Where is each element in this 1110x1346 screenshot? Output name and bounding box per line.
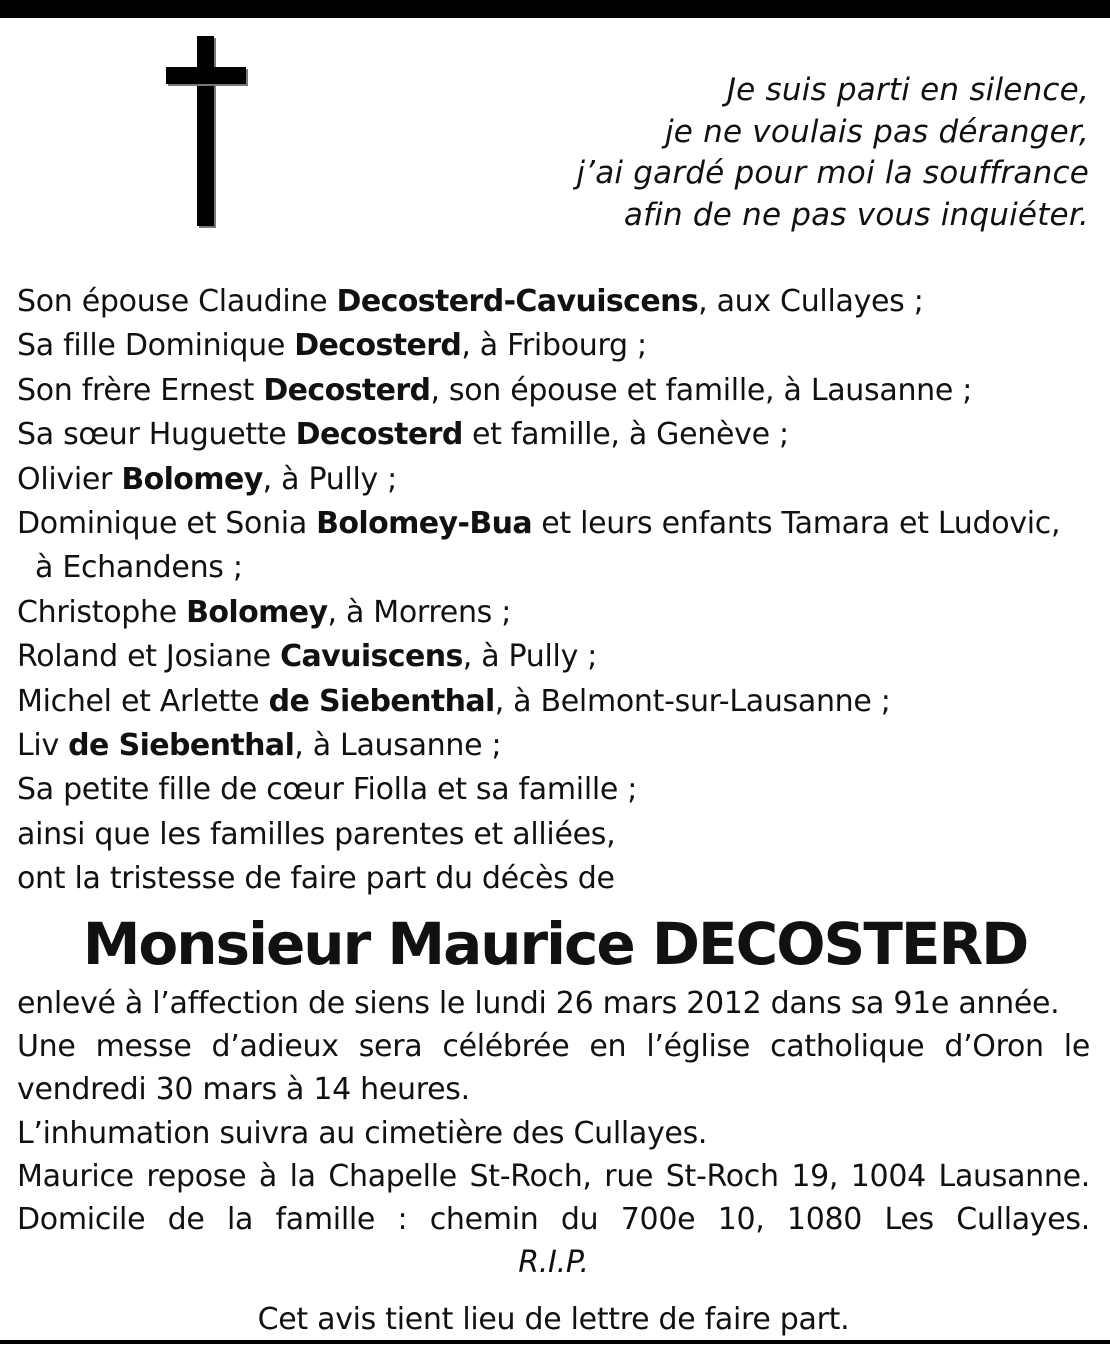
family-text: Olivier (17, 461, 122, 497)
family-row (17, 635, 1097, 679)
family-text: ont la tristesse de faire part du décès de (17, 861, 615, 897)
family-row (17, 458, 1097, 502)
family-text: , à Fribourg ; (461, 328, 647, 364)
family-row (17, 413, 1097, 457)
family-surname: Bolomey (121, 461, 263, 497)
family-text: , à Morrens ; (327, 594, 512, 630)
family-surname: Cavuiscens (280, 639, 463, 675)
family-row (17, 280, 1097, 324)
family-text: , à Lausanne ; (294, 728, 502, 764)
details-line: L’inhumation suivra au cimetière des Cullayes. (17, 1115, 708, 1151)
cross-icon (166, 36, 246, 226)
poem-line: j’ai gardé pour moi la souffrance (576, 155, 1089, 191)
family-text: Christophe (17, 594, 187, 630)
family-text: , à Belmont-sur-Lausanne ; (494, 683, 891, 719)
family-text: , aux Cullayes ; (698, 284, 924, 319)
family-text: Sa petite fille de cœur Fiolla et sa famille ; (17, 772, 638, 808)
family-surname: Decosterd-Cavuiscens (336, 284, 699, 319)
family-row (17, 502, 1097, 546)
family-text: à Echandens ; (35, 550, 243, 586)
rip-line: R.I.P. (518, 1245, 589, 1281)
family-text: ainsi que les familles parentes et alliées, (17, 816, 616, 852)
family-text: Son épouse Claudine (17, 284, 337, 319)
family-row (17, 813, 1097, 857)
poem-line: je ne voulais pas déranger, (664, 113, 1089, 150)
family-text: et famille, à Genève ; (462, 417, 789, 453)
deceased-name-heading: Monsieur Maurice DECOSTERD (82, 910, 1028, 978)
family-row (17, 591, 1097, 635)
family-text: et leurs enfants Tamara et Ludovic, (532, 506, 1061, 542)
details-line: Domicile de la famille : chemin du 700e 10, 1080 Les Cullayes. (17, 1202, 1090, 1238)
family-surname: Bolomey (186, 594, 328, 630)
family-row (17, 724, 1097, 768)
family-text: , à Pully ; (462, 639, 598, 675)
family-text: Dominique et Sonia (17, 506, 317, 542)
bottom-border-rule (0, 1340, 1110, 1344)
cross-horizontal-bar (166, 67, 246, 84)
cross-vertical-bar (197, 36, 214, 226)
family-row (17, 857, 1097, 901)
family-row (17, 324, 1097, 368)
poem-line: Je suis parti en silence, (726, 72, 1089, 108)
details-line: Une messe d’adieux sera célébrée en l’église catholique d’Oron le (17, 1029, 1090, 1065)
family-surname: Decosterd (263, 372, 431, 408)
family-row (17, 680, 1097, 724)
family-text: Roland et Josiane (17, 639, 281, 675)
family-text: Michel et Arlette (17, 683, 269, 719)
family-text: , à Pully ; (262, 461, 397, 497)
family-text: , son épouse et famille, à Lausanne ; (430, 372, 973, 408)
family-list (17, 280, 1097, 902)
family-surname: de Siebenthal (68, 728, 295, 764)
details-line: Maurice repose à la Chapelle St-Roch, rue St-Roch 19, 1004 Lausanne. (17, 1158, 1090, 1194)
top-border-rule (0, 0, 1110, 18)
family-row (17, 369, 1097, 413)
funeral-details (17, 982, 1090, 1342)
family-text: Liv (17, 728, 69, 764)
family-text: Son frère Ernest (17, 372, 264, 408)
poem-verse (469, 70, 1089, 236)
family-surname: de Siebenthal (268, 683, 495, 719)
family-row (17, 768, 1097, 812)
family-text: Sa fille Dominique (17, 328, 295, 364)
closing-note: Cet avis tient lieu de lettre de faire part. (257, 1302, 850, 1338)
details-line: vendredi 30 mars à 14 heures. (17, 1072, 470, 1108)
family-surname: Bolomey-Bua (316, 506, 532, 542)
family-surname: Decosterd (294, 328, 462, 364)
family-surname: Decosterd (295, 417, 463, 453)
family-row (17, 546, 1097, 590)
poem-line: afin de ne pas vous inquiéter. (623, 196, 1089, 233)
details-line: enlevé à l’affection de siens le lundi 26 mars 2012 dans sa 91e année. (17, 986, 1060, 1021)
family-text: Sa sœur Huguette (17, 417, 296, 453)
